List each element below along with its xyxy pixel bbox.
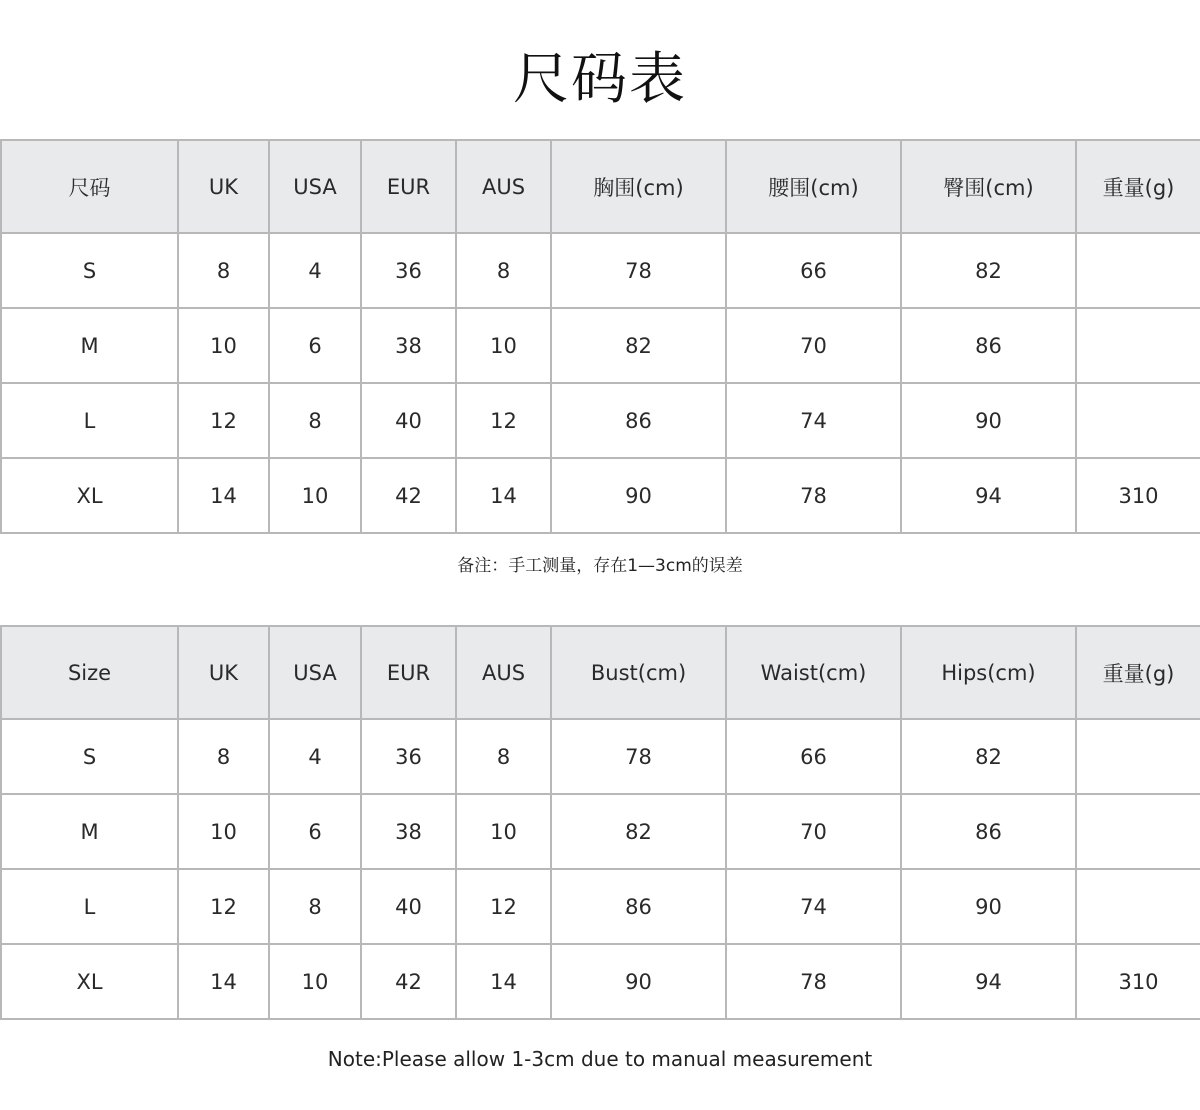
table-row — [1, 944, 1200, 1019]
cell-aus: 12 — [456, 869, 551, 944]
table-header-row — [1, 626, 1200, 719]
cell-waist: 66 — [726, 719, 901, 794]
cell-hips: 94 — [901, 944, 1076, 1019]
header-eur: EUR — [361, 626, 456, 719]
header-uk: UK — [178, 626, 269, 719]
table-header-row — [1, 140, 1200, 233]
cell-hips: 86 — [901, 308, 1076, 383]
cell-aus: 10 — [456, 794, 551, 869]
cell-usa: 6 — [269, 308, 361, 383]
header-waist: Waist(cm) — [726, 626, 901, 719]
table-row — [1, 458, 1200, 533]
cell-usa: 10 — [269, 458, 361, 533]
cell-eur: 36 — [361, 719, 456, 794]
cell-uk: 12 — [178, 869, 269, 944]
cell-bust: 86 — [551, 383, 726, 458]
cell-hips: 82 — [901, 719, 1076, 794]
header-usa: USA — [269, 140, 361, 233]
cell-eur: 42 — [361, 944, 456, 1019]
cell-size: M — [1, 794, 178, 869]
cell-eur: 40 — [361, 383, 456, 458]
cell-weight — [1076, 383, 1200, 458]
cell-usa: 10 — [269, 944, 361, 1019]
cell-aus: 14 — [456, 458, 551, 533]
cell-size: S — [1, 719, 178, 794]
header-eur: EUR — [361, 140, 456, 233]
cell-hips: 90 — [901, 869, 1076, 944]
cell-usa: 6 — [269, 794, 361, 869]
header-bust: Bust(cm) — [551, 626, 726, 719]
cell-bust: 82 — [551, 308, 726, 383]
cell-aus: 8 — [456, 719, 551, 794]
header-aus: AUS — [456, 140, 551, 233]
cell-waist: 78 — [726, 458, 901, 533]
cell-waist: 66 — [726, 233, 901, 308]
cell-bust: 90 — [551, 458, 726, 533]
cell-waist: 70 — [726, 794, 901, 869]
size-chart-table-en — [0, 625, 1200, 1020]
cell-aus: 8 — [456, 233, 551, 308]
table-row — [1, 383, 1200, 458]
cell-eur: 40 — [361, 869, 456, 944]
cell-uk: 14 — [178, 944, 269, 1019]
header-weight: 重量(g) — [1076, 140, 1200, 233]
cell-usa: 8 — [269, 869, 361, 944]
header-hips: Hips(cm) — [901, 626, 1076, 719]
cell-weight — [1076, 719, 1200, 794]
cell-aus: 14 — [456, 944, 551, 1019]
table-row — [1, 719, 1200, 794]
cell-size: M — [1, 308, 178, 383]
size-chart-table-cn — [0, 139, 1200, 534]
cell-uk: 14 — [178, 458, 269, 533]
cell-uk: 10 — [178, 794, 269, 869]
cell-waist: 70 — [726, 308, 901, 383]
cell-uk: 12 — [178, 383, 269, 458]
header-waist: 腰围(cm) — [726, 140, 901, 233]
cell-waist: 74 — [726, 383, 901, 458]
header-size: 尺码 — [1, 140, 178, 233]
header-uk: UK — [178, 140, 269, 233]
cell-weight — [1076, 308, 1200, 383]
cell-eur: 38 — [361, 794, 456, 869]
cell-weight: 310 — [1076, 458, 1200, 533]
table-row — [1, 233, 1200, 308]
cell-bust: 78 — [551, 233, 726, 308]
cell-bust: 90 — [551, 944, 726, 1019]
header-weight: 重量(g) — [1076, 626, 1200, 719]
cell-uk: 8 — [178, 719, 269, 794]
cell-bust: 82 — [551, 794, 726, 869]
cell-hips: 94 — [901, 458, 1076, 533]
cell-eur: 36 — [361, 233, 456, 308]
cell-size: L — [1, 869, 178, 944]
cell-waist: 78 — [726, 944, 901, 1019]
measurement-note-en: Note:Please allow 1-3cm due to manual measurement — [327, 1047, 873, 1071]
cell-usa: 8 — [269, 383, 361, 458]
cell-uk: 8 — [178, 233, 269, 308]
header-bust: 胸围(cm) — [551, 140, 726, 233]
cell-weight — [1076, 869, 1200, 944]
cell-waist: 74 — [726, 869, 901, 944]
cell-size: L — [1, 383, 178, 458]
cell-usa: 4 — [269, 233, 361, 308]
cell-size: XL — [1, 458, 178, 533]
cell-usa: 4 — [269, 719, 361, 794]
cell-hips: 90 — [901, 383, 1076, 458]
cell-weight — [1076, 794, 1200, 869]
page-title: 尺码表 — [513, 47, 687, 112]
cell-uk: 10 — [178, 308, 269, 383]
cell-hips: 86 — [901, 794, 1076, 869]
cell-bust: 78 — [551, 719, 726, 794]
table-row — [1, 794, 1200, 869]
measurement-note-cn: 备注：手工测量，存在1—3cm的误差 — [457, 556, 743, 576]
cell-weight: 310 — [1076, 944, 1200, 1019]
cell-hips: 82 — [901, 233, 1076, 308]
cell-eur: 42 — [361, 458, 456, 533]
cell-size: S — [1, 233, 178, 308]
cell-bust: 86 — [551, 869, 726, 944]
cell-eur: 38 — [361, 308, 456, 383]
header-usa: USA — [269, 626, 361, 719]
cell-size: XL — [1, 944, 178, 1019]
table-row — [1, 869, 1200, 944]
cell-weight — [1076, 233, 1200, 308]
table-row — [1, 308, 1200, 383]
header-aus: AUS — [456, 626, 551, 719]
header-size: Size — [1, 626, 178, 719]
header-hips: 臀围(cm) — [901, 140, 1076, 233]
cell-aus: 10 — [456, 308, 551, 383]
cell-aus: 12 — [456, 383, 551, 458]
